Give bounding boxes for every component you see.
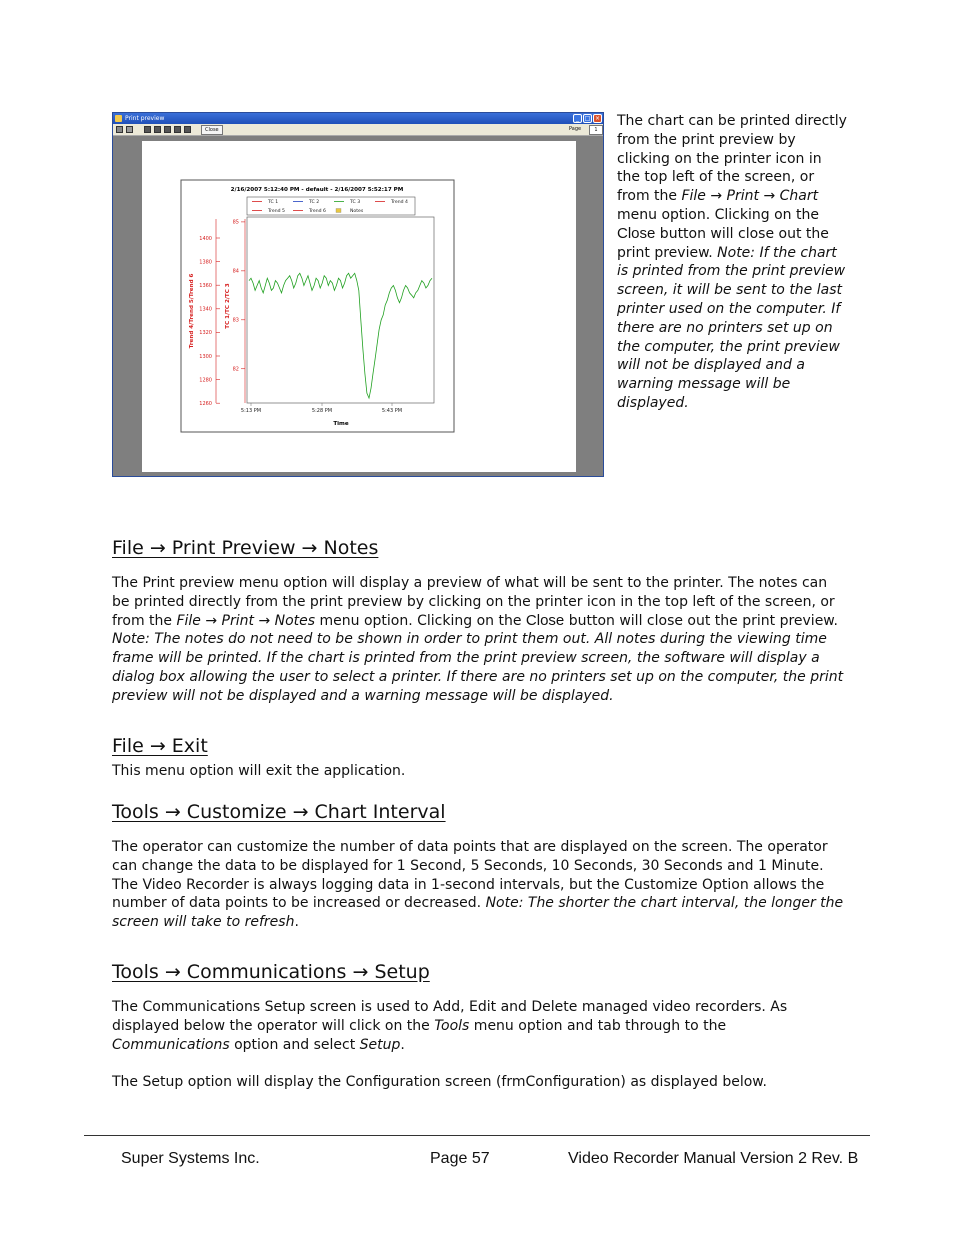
left-tick-label: 1260 [199, 401, 212, 407]
zoom-icon[interactable] [126, 126, 133, 133]
right-tick-label: 83 [232, 317, 239, 324]
right-tick-label: 85 [232, 219, 239, 226]
communications-heading: Tools → Communications → Setup [112, 961, 430, 983]
communications-paragraph: The Communications Setup screen is used to Add, Edit and Delete managed video recorders. As displayed below the operator will click on the Tools menu option and tab through to the Communications option and select Setup. [112, 999, 788, 1053]
window-title: Print preview [125, 115, 165, 122]
footer-page-number: Page 57 [430, 1150, 490, 1167]
exit-heading: File → Exit [112, 735, 208, 757]
six-pages-icon[interactable] [184, 126, 191, 133]
one-page-icon[interactable] [144, 126, 151, 133]
legend-label-6: Notes [350, 209, 364, 214]
chart [142, 141, 576, 472]
left-axis-title: Trend 4/Trend 5/Trend 6 [189, 273, 195, 349]
chart-interval-paragraph: The operator can customize the number of data points that are displayed on the screen. The operator can change the data to be displayed for 1 Second, 5 Seconds, 10 Seconds, 30 Seconds and 1 Minute. The Video Recorder is always logging data in 1-second intervals, but the Customize Option allows the number of data points to be increased or decreased. Note: The shorter the chart interval, the longer the screen will take to refresh. [112, 839, 844, 931]
legend-label-4: Trend 5 [268, 209, 285, 214]
left-tick-label: 1360 [199, 283, 212, 289]
chart-print-description: The chart can be printed directly from the print preview by clicking on the printer icon in the top left of the screen, or from the File → Print → Chart menu option. Clicking on the Close button will close out the print preview. Note: If the chart is printed from the print preview screen, it will be sent to the last printer used on the computer. If there are no printers set up on the computer, the print preview will not be displayed and a warning message will be displayed. [617, 113, 847, 411]
x-tick-label: 5:13 PM [240, 408, 262, 414]
footer-divider [84, 1135, 870, 1136]
print-preview-screenshot [112, 112, 604, 477]
three-pages-icon[interactable] [164, 126, 171, 133]
page-number-field[interactable]: 1 [589, 125, 603, 135]
chart-interval-heading: Tools → Customize → Chart Interval [112, 801, 446, 823]
printer-icon[interactable] [116, 126, 123, 133]
left-tick-label: 1300 [199, 353, 212, 360]
x-axis-title: Time [333, 421, 349, 427]
minimize-icon[interactable]: _ [573, 114, 582, 123]
footer-company: Super Systems Inc. [121, 1150, 260, 1167]
right-tick-label: 84 [232, 268, 239, 275]
maximize-icon[interactable]: □ [584, 115, 591, 122]
x-tick-label: 5:43 PM [381, 408, 403, 414]
legend-label-3: Trend 4 [391, 200, 408, 205]
app-icon [115, 115, 122, 122]
left-tick-label: 1340 [199, 306, 212, 313]
footer-manual-title: Video Recorder Manual Version 2 Rev. B [568, 1150, 859, 1167]
left-tick-label: 1280 [199, 377, 212, 384]
two-pages-icon[interactable] [154, 126, 161, 133]
left-tick-label: 1320 [199, 330, 212, 337]
legend-label-5: Trend 6 [309, 209, 326, 214]
exit-paragraph: This menu option will exit the application. [112, 763, 406, 779]
left-tick-label: 1400 [199, 235, 212, 242]
notes-paragraph: The Print preview menu option will display a preview of what will be sent to the printer. The notes can be printed directly from the print preview by clicking on the printer icon in the top left of the screen, or from the File → Print → Notes menu option. Clicking on the Close button will close out the print preview. Note: The notes do not need to be shown in order to print them out. All notes during the viewing time frame will be printed. If the chart is printed from the print preview screen, the software will display a dialog box allowing the user to select a printer. If there are no printers set up on the computer, the print preview will not be displayed and a warning message will be displayed. [112, 575, 844, 704]
chart-title: 2/16/2007 5:12:40 PM - default - 2/16/2007 5:52:17 PM [230, 187, 404, 193]
preview-page [142, 141, 576, 472]
four-pages-icon[interactable] [174, 126, 181, 133]
page-label: Page [569, 126, 582, 132]
legend-label-2: TC 3 [350, 200, 361, 205]
close-button[interactable]: Close [201, 125, 223, 135]
plot-area [247, 217, 434, 403]
x-tick-label: 5:28 PM [311, 408, 333, 414]
notes-heading: File → Print Preview → Notes [112, 537, 379, 559]
window-titlebar [113, 113, 603, 124]
preview-toolbar [113, 124, 603, 136]
right-tick-label: 82 [232, 366, 239, 373]
legend-label-0: TC 1 [268, 200, 279, 205]
right-axis-title: TC 1/TC 2/TC 3 [225, 283, 231, 329]
left-tick-label: 1380 [199, 259, 212, 266]
legend-label-1: TC 2 [309, 200, 320, 205]
close-icon[interactable]: × [594, 115, 601, 122]
legend-notes-icon [336, 209, 341, 213]
setup-paragraph: The Setup option will display the Configuration screen (frmConfiguration) as displayed below. [112, 1074, 767, 1090]
